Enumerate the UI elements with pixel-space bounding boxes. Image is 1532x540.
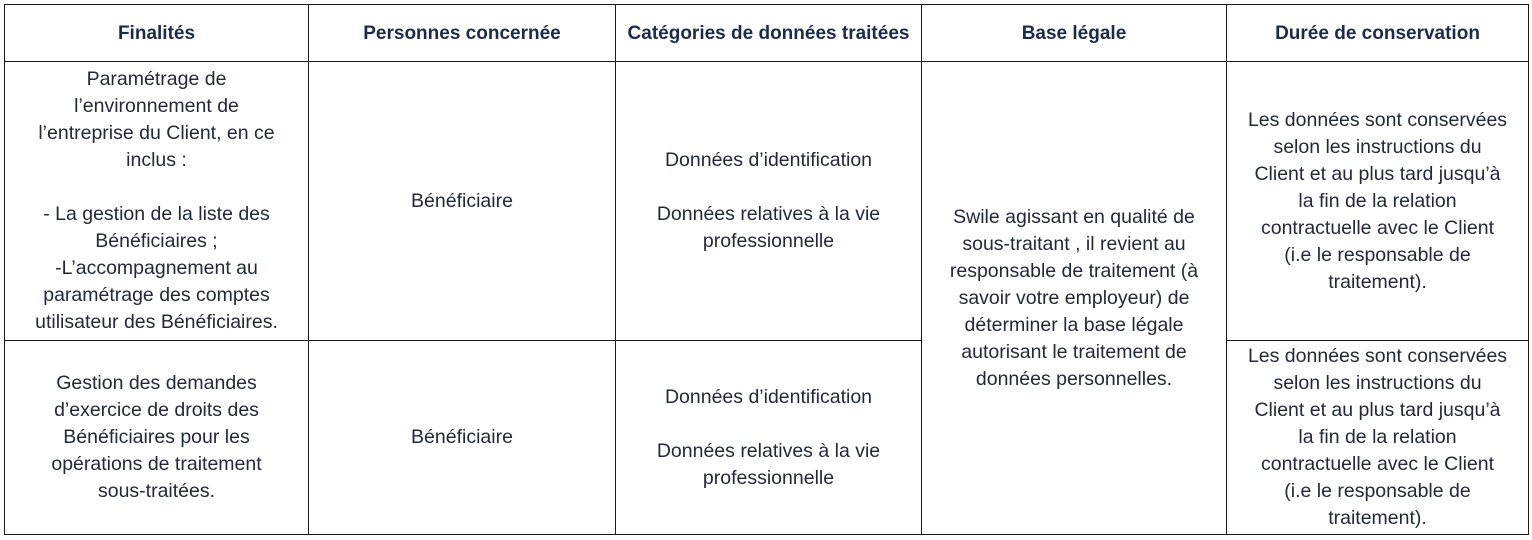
- categories-text: Données d’identification Données relatives à la vie professionnelle: [656, 149, 881, 252]
- data-processing-table: [4, 4, 1529, 535]
- personnes-cell: [309, 62, 616, 341]
- duree-cell: [1227, 341, 1529, 535]
- duree-cell: [1227, 62, 1529, 341]
- categories-text: Données d’identification Données relatives à la vie professionnelle: [656, 385, 881, 489]
- base-legale-text: Swile agissant en qualité de sous-traitant , il revient au responsable de traitement (à savoir votre employeur) de déterminer la base légale autorisant le traitement de données personnelles.: [949, 205, 1199, 390]
- header-finalites: Finalités: [5, 5, 309, 62]
- categories-cell: [616, 62, 922, 341]
- header-duree-conservation: Durée de conservation: [1227, 5, 1529, 62]
- header-base-legale: Base légale: [922, 5, 1227, 62]
- table-row: [5, 341, 1529, 535]
- finalites-cell: [5, 341, 309, 535]
- duree-text: Les données sont conservées selon les instructions du Client et au plus tard jusqu’à la fin de la relation contractuelle avec le Client (i.e le responsable de traitement).: [1247, 345, 1508, 529]
- categories-cell: [616, 341, 922, 535]
- base-legale-cell: [922, 62, 1227, 535]
- finalites-text: Gestion des demandes d’exercice de droits des Bénéficiaires pour les opérations de traitement sous-traitées.: [51, 372, 262, 502]
- personnes-cell: [309, 341, 616, 535]
- personnes-text: Bénéficiaire: [411, 189, 513, 212]
- finalites-cell: [5, 62, 309, 341]
- table-row: [5, 62, 1529, 341]
- personnes-text: Bénéficiaire: [411, 426, 513, 448]
- duree-text: Les données sont conservées selon les instructions du Client et au plus tard jusqu’à la fin de la relation contractuelle avec le Client (i.e le responsable de traitement).: [1247, 108, 1508, 293]
- header-categories-donnees: Catégories de données traitées: [616, 5, 922, 62]
- finalites-text: Paramétrage de l’environnement de l’entreprise du Client, en ce inclus : - La gestion de la liste des Bénéficiaires ; -L’accompagnement au paramétrage des comptes utilisateur des Bénéficiaires.: [35, 68, 278, 333]
- table-header-row: [5, 5, 1529, 62]
- header-personnes-concernees: Personnes concernée: [309, 5, 616, 62]
